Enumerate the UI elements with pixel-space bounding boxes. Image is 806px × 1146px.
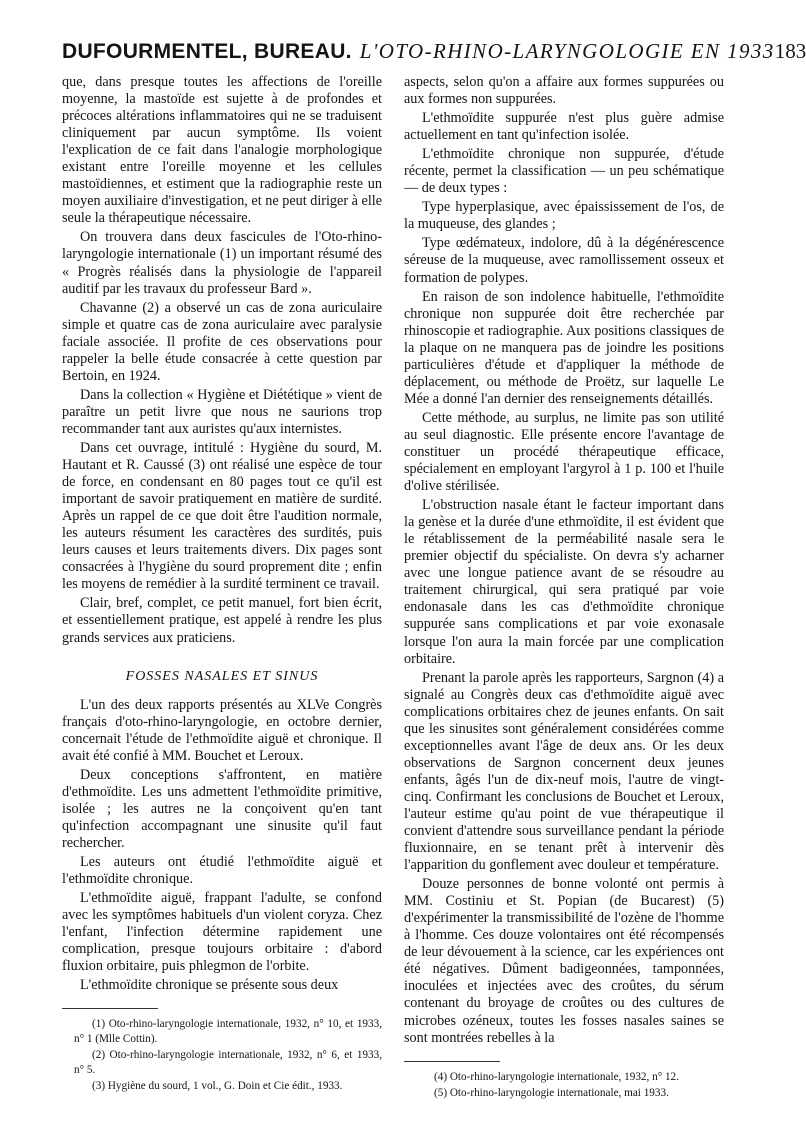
footnote: (1) Oto-rhino-laryngologie internationale, 1932, n° 10, et 1933, n° 1 (Mlle Cottin).: [74, 1018, 382, 1045]
paragraph: L'un des deux rapports présentés au XLVe Congrès français d'oto-rhino-laryngologie, en octobre dernier, concernait l'étude de l'ethmoïdite aiguë et chronique. Il avait été confié à MM. Bouchet et Leroux.: [62, 696, 382, 764]
paragraph: Type hyperplasique, avec épaississement de l'os, de la muqueuse, des glandes ;: [404, 199, 724, 233]
right-column: [404, 74, 724, 1102]
header-authors: DUFOURMENTEL, BUREAU.: [62, 40, 352, 63]
paragraph: Dans cet ouvrage, intitulé : Hygiène du sourd, M. Hautant et R. Caussé (3) ont réalisé une espèce de tour de force, en condensant en 80 pages tout ce qu'il est important de savoir pratiquement en matière de surdité. Après un rappel de ce que doit être l'audition normale, les auteurs résument les caractères des surdités, puis leurs causes et leurs traitements divers. Dix pages sont consacrées à l'hygiène du sourd proprement dite ; enfin les moyens de remédier à la surdité terminent ce travail.: [62, 439, 382, 593]
paragraph: Dans la collection « Hygiène et Diététique » vient de paraître un petit livre que nous ne saurions trop recommander tant aux auristes qu'aux internistes.: [62, 386, 382, 437]
paragraph: L'obstruction nasale étant le facteur important dans la genèse et la durée d'une ethmoïdite, il est évident que le rétablissement de la perméabilité nasale sera le premier objectif du spécialiste. On devra s'y acharner avec une longue patience avant de se résoudre au traitement chirurgical, qui sera pratiqué par voie endonasale dans les cas d'ethmoïdite chronique suppurée sans complications et par voie exonasale lorsque l'on aura la main forcée par une complication orbitaire.: [404, 497, 724, 667]
footnote: (3) Hygiène du sourd, 1 vol., G. Doin et Cie édit., 1933.: [92, 1080, 343, 1093]
paragraph: L'ethmoïdite aiguë, frappant l'adulte, se confond avec les symptômes habituels d'un violent coryza. Chez l'enfant, l'infection détermine rapidement une complication, presque toujours orbitaire : d'abord fluxion orbitaire, puis phlegmon de l'orbite.: [62, 890, 382, 975]
left-column: [62, 74, 382, 1095]
page-number: 183: [774, 39, 806, 63]
paragraph: aspects, selon qu'on a affaire aux formes suppurées ou aux formes non suppurées.: [404, 74, 724, 108]
paragraph: Type œdémateux, indolore, dû à la dégénérescence séreuse de la muqueuse, avec ramollissement osseux et formation de polypes.: [404, 235, 724, 286]
footnote: (5) Oto-rhino-laryngologie internationale, mai 1933.: [434, 1087, 669, 1100]
paragraph: Clair, bref, complet, ce petit manuel, fort bien écrit, et essentiellement pratique, est appelé à rendre les plus grands services aux praticiens.: [62, 595, 382, 646]
paragraph: Deux conceptions s'affrontent, en matière d'ethmoïdite. Les uns admettent l'ethmoïdite primitive, isolée ; les autres ne la conçoivent qu'en tant qu'infection accompagnant une sinusite qu'il faut rechercher.: [62, 766, 382, 851]
paragraph: L'ethmoïdite suppurée n'est plus guère admise actuellement en tant qu'infection isolée.: [404, 110, 724, 144]
paragraph: En raison de son indolence habituelle, l'ethmoïdite chronique non suppurée doit être recherchée par rhinoscopie et radiographie. Aux positions classiques de la plaque on ne manquera pas de joindre les positions particulières d'étude et d'appliquer la méthode de déplacement, ou méthode de Proëtz, sur laquelle Le Mée a donné l'an dernier des renseignements détaillés.: [404, 288, 724, 407]
section-heading: FOSSES NASALES ET SINUS: [125, 668, 319, 684]
paragraph: On trouvera dans deux fascicules de l'Oto-rhino-laryngologie internationale (1) un important résumé des « Progrès réalisés dans la physiologie de l'appareil auditif par les travaux du professeur Bard ».: [62, 229, 382, 297]
paragraph: Les auteurs ont étudié l'ethmoïdite aiguë et l'ethmoïdite chronique.: [62, 854, 382, 888]
paragraph: Prenant la parole après les rapporteurs, Sargnon (4) a signalé au Congrès deux cas d'ethmoïdite aiguë avec complications orbitaires chez de jeunes enfants. On sait que les sinusites sont généralement considérées comme exceptionnelles avant l'âge de deux ans. Or les deux observations de Sargnon concernent deux jeunes enfants, âgés l'un de dix-neuf mois, l'autre de vingt-cinq. Confirmant les conclusions de Bouchet et Leroux, l'auteur estime qu'au point de vue thérapeutique il convient d'attendre sous surveillance pendant la période fluxionnaire, en se tenant prêt à intervenir dès l'apparition du gonflement avec douleur et température.: [404, 669, 724, 874]
footnote-rule: [404, 1061, 500, 1062]
running-header: [62, 36, 806, 66]
paragraph: L'ethmoïdite chronique se présente sous deux: [80, 977, 339, 994]
footnote-rule: [62, 1008, 158, 1009]
paragraph: Douze personnes de bonne volonté ont permis à MM. Costiniu et St. Popian (de Bucarest) (5) d'expérimenter la transmissibilité de l'ozène de l'homme à l'homme. Ces douze volontaires ont été récompensés de leur dévouement à la science, car les expériences ont été négatives. Dûment badigeonnées, tamponnées, inoculées et injectées avec des croûtes, du sérum contenant du broyage de croûtes ou des cultures de microbes ozéneux, toutes les fosses nasales saines se sont montrées rebelles à la: [404, 876, 724, 1046]
footnote: (4) Oto-rhino-laryngologie internationale, 1932, n° 12.: [434, 1070, 679, 1083]
paragraph: que, dans presque toutes les affections de l'oreille moyenne, la mastoïde est sujette à de profondes et précoces altérations inflammatoires qui ne se traduisent cliniquement par aucun symptôme. Ils voient l'explication de ce fait dans l'analogie morphologique existant entre l'oreille moyenne et les cellules mastoïdiennes, et estiment que la radiographie reste un moyen auxiliaire d'investigation, et ne peut diriger à elle seule la thérapeutique nécessaire.: [62, 74, 382, 227]
footnote: (2) Oto-rhino-laryngologie internationale, 1932, n° 6, et 1933, n° 5.: [74, 1049, 382, 1076]
paragraph: L'ethmoïdite chronique non suppurée, d'étude récente, permet la classification — un peu schématique — de deux types :: [404, 146, 724, 197]
paragraph: Cette méthode, au surplus, ne limite pas son utilité au seul diagnostic. Elle présente encore l'avantage de constituer un procédé thérapeutique efficace, spécialement en employant l'argyrol à 1 p. 100 et l'huile d'olive stérilisée.: [404, 409, 724, 495]
header-journal-title: L'OTO-RHINO-LARYNGOLOGIE EN 1933: [359, 39, 775, 63]
paragraph: Chavanne (2) a observé un cas de zona auriculaire simple et quatre cas de zona auriculaire avec paralysie faciale associée. Il profite de ces observations pour rappeler la belle étude consacrée à cette question par Bertoin, en 1924.: [62, 299, 382, 384]
